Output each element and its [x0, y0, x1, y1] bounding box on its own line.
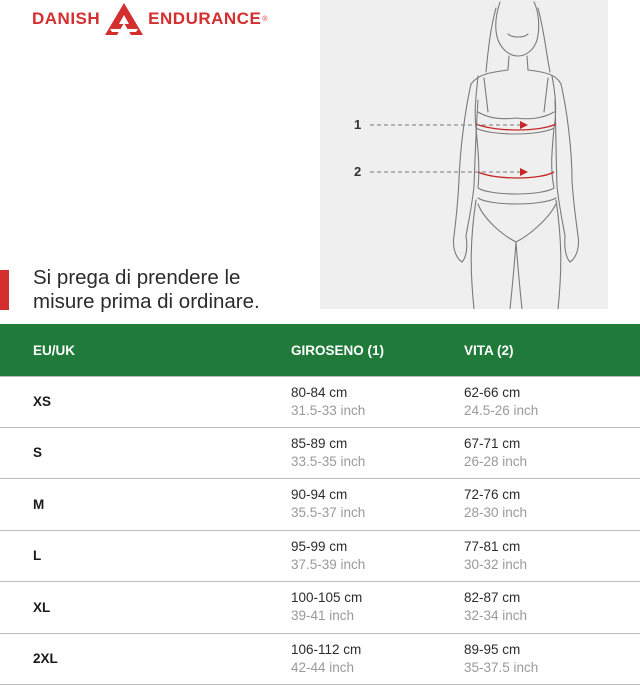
bust-cell — [291, 384, 365, 420]
bust-inch: 35.5-37 inch — [291, 505, 366, 521]
female-silhouette-icon — [320, 0, 608, 309]
waist-cm: 72-76 cm — [464, 487, 521, 503]
bust-cm: 106-112 cm — [291, 641, 362, 657]
size-label: S — [33, 445, 43, 461]
marker-2-label: 2 — [354, 164, 362, 179]
waist-inch: 32-34 inch — [464, 608, 528, 624]
header-vita: VITA (2) — [464, 342, 514, 358]
size-label: M — [33, 496, 45, 512]
intro-text — [33, 266, 313, 314]
bust-cm: 95-99 cm — [291, 538, 348, 554]
bust-cell — [291, 589, 362, 625]
waist-inch: 28-30 inch — [464, 505, 528, 521]
waist-cm: 89-95 cm — [464, 641, 521, 657]
measurement-figure — [320, 0, 608, 309]
intro-line-1: Si prega di prendere le — [33, 266, 241, 289]
waist-cell — [464, 384, 538, 420]
bust-cell — [291, 435, 365, 471]
bust-inch: 31.5-33 inch — [291, 402, 366, 418]
table-header — [0, 324, 640, 376]
bust-cm: 90-94 cm — [291, 487, 348, 503]
marker-1-label: 1 — [354, 117, 362, 132]
accent-bar — [0, 270, 9, 310]
waist-inch: 35-37.5 inch — [464, 659, 539, 675]
waist-cell — [464, 641, 538, 677]
bust-cell — [291, 486, 365, 522]
intro-line-2: misure prima di ordinare. — [33, 290, 260, 313]
table-row — [0, 531, 640, 583]
waist-inch: 26-28 inch — [464, 453, 528, 469]
header-giroseno: GIROSENO (1) — [291, 342, 385, 358]
table-row — [0, 428, 640, 480]
waist-cell — [464, 486, 527, 522]
bust-cell — [291, 538, 365, 574]
table-row — [0, 376, 640, 428]
size-label: L — [33, 548, 42, 564]
logo-word-danish: DANISH — [32, 9, 101, 28]
waist-inch: 30-32 inch — [464, 556, 528, 572]
bust-inch: 42-44 inch — [291, 659, 355, 675]
bust-cm: 100-105 cm — [291, 590, 363, 606]
size-label: XS — [33, 394, 52, 410]
registered-mark: ® — [262, 15, 268, 23]
bust-cell — [291, 641, 361, 677]
mountain-logo-icon — [104, 2, 144, 36]
header-eu-uk: EU/UK — [33, 342, 76, 358]
size-label: XL — [33, 599, 51, 615]
waist-cell — [464, 435, 527, 471]
waist-cm: 67-71 cm — [464, 435, 521, 451]
bust-inch: 39-41 inch — [291, 608, 355, 624]
bust-inch: 37.5-39 inch — [291, 556, 366, 572]
bust-inch: 33.5-35 inch — [291, 453, 366, 469]
waist-cell — [464, 538, 527, 574]
table-row — [0, 479, 640, 531]
waist-cell — [464, 589, 527, 625]
size-label: 2XL — [33, 651, 58, 667]
waist-inch: 24.5-26 inch — [464, 402, 539, 418]
waist-cm: 62-66 cm — [464, 384, 521, 400]
size-table — [0, 324, 640, 685]
brand-logo — [32, 0, 267, 38]
logo-word-endurance: ENDURANCE — [148, 9, 262, 28]
waist-cm: 82-87 cm — [464, 590, 521, 606]
waist-cm: 77-81 cm — [464, 538, 521, 554]
table-row — [0, 582, 640, 634]
bust-cm: 85-89 cm — [291, 435, 348, 451]
table-row — [0, 634, 640, 685]
bust-cm: 80-84 cm — [291, 384, 348, 400]
